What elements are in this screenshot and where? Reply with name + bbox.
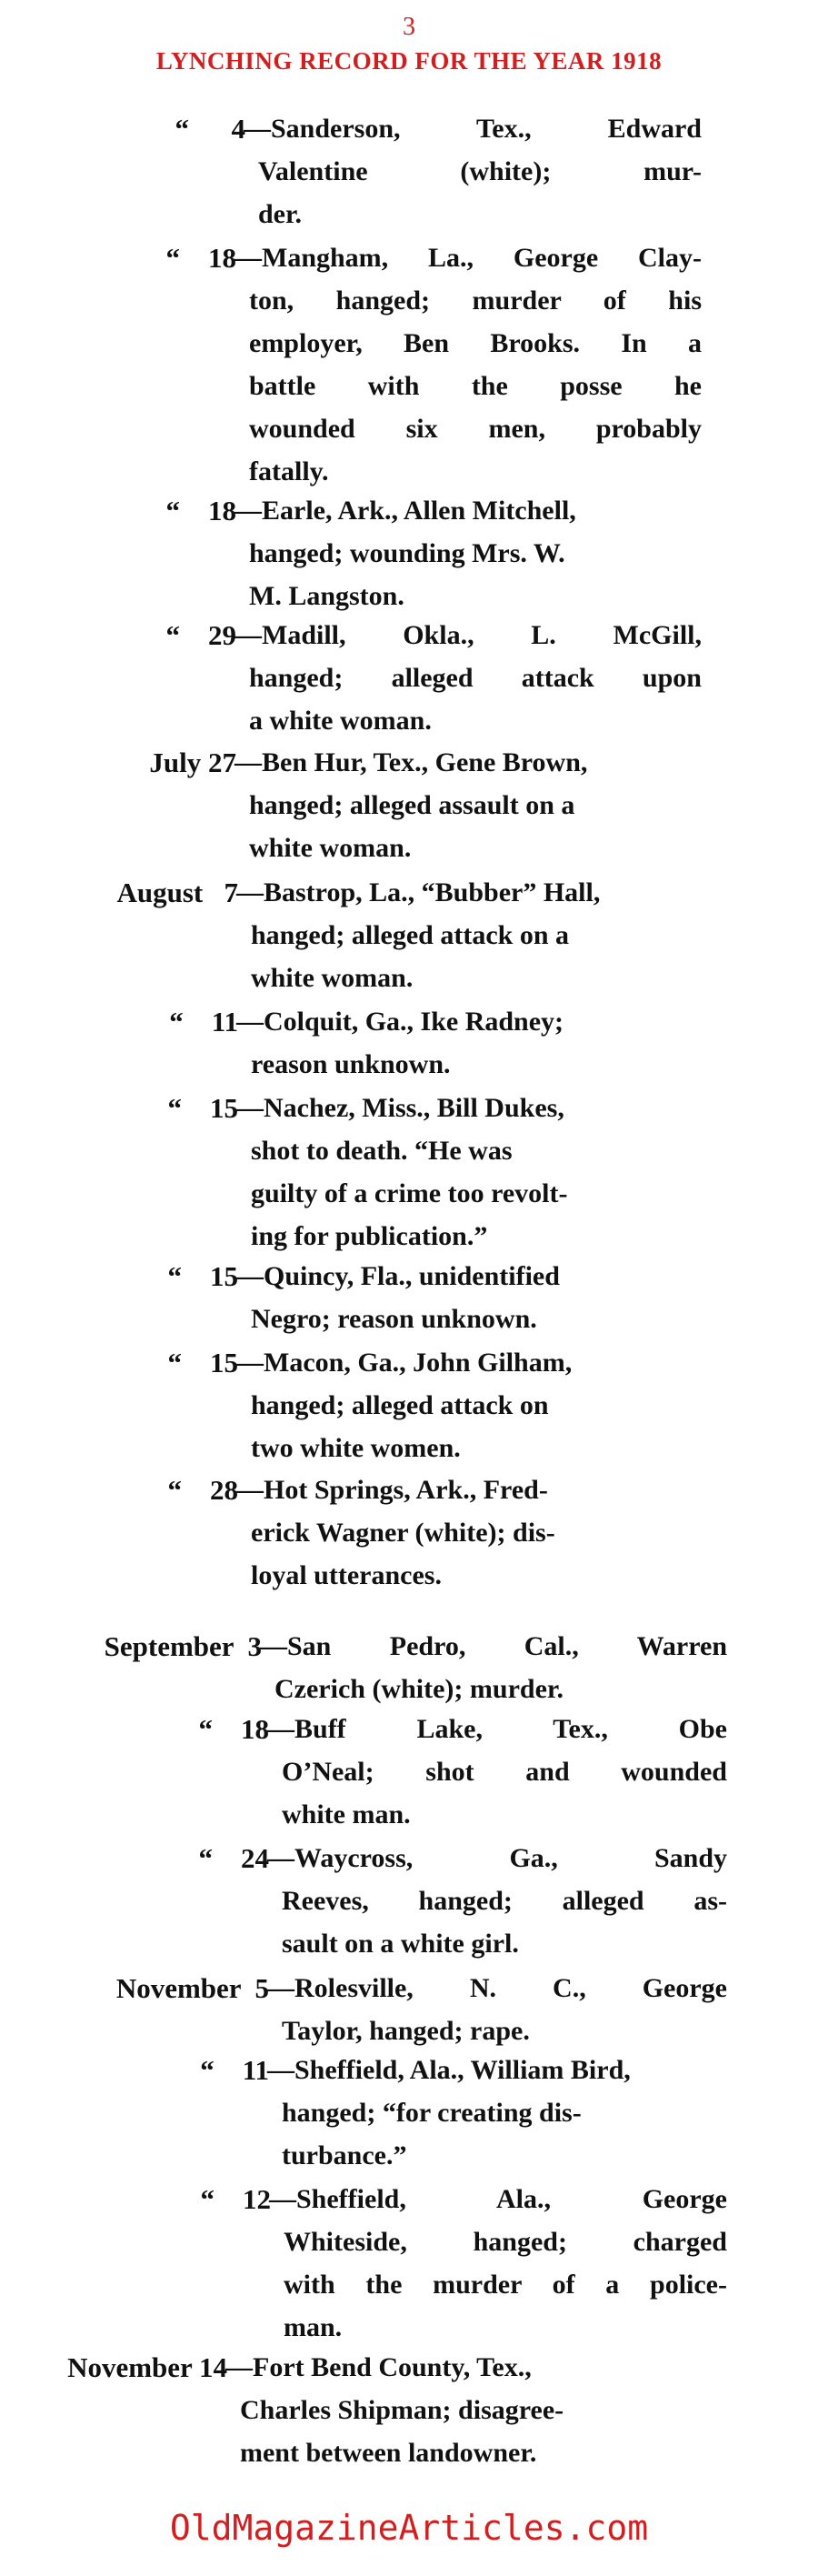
entry-description [234,236,702,493]
entry-line: hanged; “for creating dis- [282,2098,582,2128]
entry-line: with the murder of a police- [284,2270,727,2300]
entry-description [234,614,702,742]
entry-line: turbance.” [282,2140,407,2170]
entry-description [234,489,702,617]
entry-line: employer, Ben Brooks. In a [249,328,702,358]
entry-line: —Madill, Okla., L. McGill, [234,620,702,650]
entry-line: fatally. [249,456,329,486]
entry-line: hanged; alleged attack upon [249,663,702,693]
entry-description [236,1341,702,1469]
entry-line: —Nachez, Miss., Bill Dukes, [236,1093,564,1123]
entry-line: erick Wagner (white); dis- [251,1518,555,1548]
entry-line: —Sheffield, Ala., George [269,2184,727,2214]
entry-description [236,1255,702,1340]
entry-line: ing for publication.” [251,1221,488,1251]
entry-date: “ 15 [167,1092,238,1124]
entry-line: two white women. [251,1433,461,1463]
entry-line: —Earle, Ark., Allen Mitchell, [234,496,576,526]
entry-date: “ 18 [165,495,236,526]
entry-line: hanged; wounding Mrs. W. [249,538,565,568]
entry-date: July 27 [149,747,236,778]
entry-line: Taylor, hanged; rape. [282,2016,530,2046]
entry-date: “ 12 [200,2183,271,2215]
entry-date: “ 15 [167,1347,238,1378]
entry-line: ment between landowner. [240,2438,537,2468]
entry-description [260,1625,727,1710]
entry-description [267,1967,727,2052]
entry-line: —Waycross, Ga., Sandy [267,1843,727,1873]
entry-line: —Mangham, La., George Clay- [234,243,702,273]
footer-site-name: OldMagazineArticles.com [169,2508,649,2548]
entry-line: —Macon, Ga., John Gilham, [236,1348,573,1378]
entry-date: “ 18 [165,242,236,274]
entry-date: “ 18 [198,1713,269,1745]
entry-line: —Sheffield, Ala., William Bird, [267,2055,631,2085]
entry-description [234,741,702,869]
entry-line: O’Neal; shot and wounded [282,1757,727,1787]
entry-description [225,2346,709,2474]
entry-description [269,2178,727,2349]
entry-date: September 3 [104,1630,262,1662]
entry-line: white man. [282,1799,411,1829]
page-header-title: LYNCHING RECORD FOR THE YEAR 1918 [155,47,663,75]
entry-line: hanged; alleged attack on [251,1390,549,1420]
entry-date: “ 28 [167,1474,238,1506]
entry-description [244,107,702,236]
entry-line: battle with the posse he [249,371,702,401]
entry-date: “ 11 [200,2054,269,2086]
entry-line: —Sanderson, Tex., Edward [244,114,702,144]
entry-description [236,1000,702,1086]
entry-line: —Quincy, Fla., unidentified [236,1261,560,1291]
entry-line: —Fort Bend County, Tex., [225,2352,532,2382]
entry-line: ton, hanged; murder of his [249,286,702,316]
entry-date: “ 15 [167,1260,238,1292]
entry-line: —Rolesville, N. C., George [267,1973,727,2003]
entry-line: M. Langston. [249,581,404,611]
entry-line: Negro; reason unknown. [251,1304,537,1334]
entry-line: —San Pedro, Cal., Warren [260,1631,727,1661]
entry-description [236,1087,702,1258]
entry-line: —Hot Springs, Ark., Fred- [236,1475,548,1505]
entry-line: —Colquit, Ga., Ike Radney; [236,1007,564,1037]
entry-description [267,1708,727,1836]
entry-line: —Ben Hur, Tex., Gene Brown, [234,747,588,777]
entry-line: —Buff Lake, Tex., Obe [267,1714,727,1744]
entry-line: shot to death. “He was [251,1136,513,1166]
entry-date: “ 4 [175,113,245,145]
entry-line: Charles Shipman; disagree- [240,2395,564,2425]
entry-date: August 7 [116,877,238,908]
entry-line: man. [284,2312,343,2342]
entry-line: Valentine (white); mur- [258,156,702,186]
entry-line: white woman. [249,833,412,863]
entry-description [267,2049,727,2177]
entry-line: hanged; alleged attack on a [251,920,570,950]
entry-line: wounded six men, probably [249,414,702,444]
entry-line: Whiteside, hanged; charged [284,2227,727,2257]
entry-line: Czerich (white); murder. [274,1674,564,1704]
entry-line: reason unknown. [251,1049,451,1079]
entry-date: November 5 [115,1972,269,2004]
entry-line: der. [258,199,303,229]
entry-description [236,1468,702,1597]
entry-line: Reeves, hanged; alleged as- [282,1886,727,1916]
entry-line: —Bastrop, La., “Bubber” Hall, [236,877,601,907]
entry-description [236,871,702,999]
entry-date: “ 29 [165,619,236,651]
entry-line: sault on a white girl. [282,1929,519,1959]
entry-line: hanged; alleged assault on a [249,790,575,820]
entry-description [267,1837,727,1965]
entry-date: November 14 [67,2351,227,2383]
entry-date: “ 24 [198,1842,269,1874]
entry-line: a white woman. [249,706,432,736]
entry-line: guilty of a crime too revolt- [251,1178,568,1208]
entry-date: “ 11 [169,1006,238,1037]
entry-line: white woman. [251,963,414,993]
page-number: 3 [403,13,415,41]
entry-line: loyal utterances. [251,1560,442,1590]
